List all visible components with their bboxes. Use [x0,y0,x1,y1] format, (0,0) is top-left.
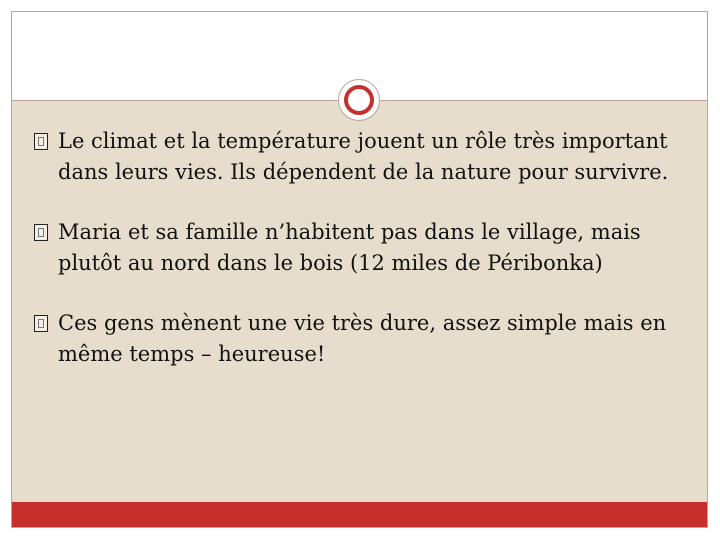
bottom-accent-bar [12,502,707,527]
bullet-list [34,126,694,399]
divider-circle-ornament [338,79,380,121]
missing-glyph-box-icon [34,224,48,241]
red-ring-icon [344,85,374,115]
bullet-item [34,308,694,370]
missing-glyph-box-icon [34,133,48,150]
bullet-text: Maria et sa famille n’habitent pas dans le village, mais plutôt au nord dans le bois (12 miles de Péribonka) [58,220,641,275]
bullet-item [34,126,694,188]
bullet-item [34,217,694,279]
missing-glyph-box-icon [34,315,48,332]
bullet-text: Ces gens mènent une vie très dure, assez simple mais en même temps – heureuse! [58,311,667,366]
bullet-text: Le climat et la température jouent un rôle très important dans leurs vies. Ils dépendent de la nature pour survivre. [58,129,669,184]
